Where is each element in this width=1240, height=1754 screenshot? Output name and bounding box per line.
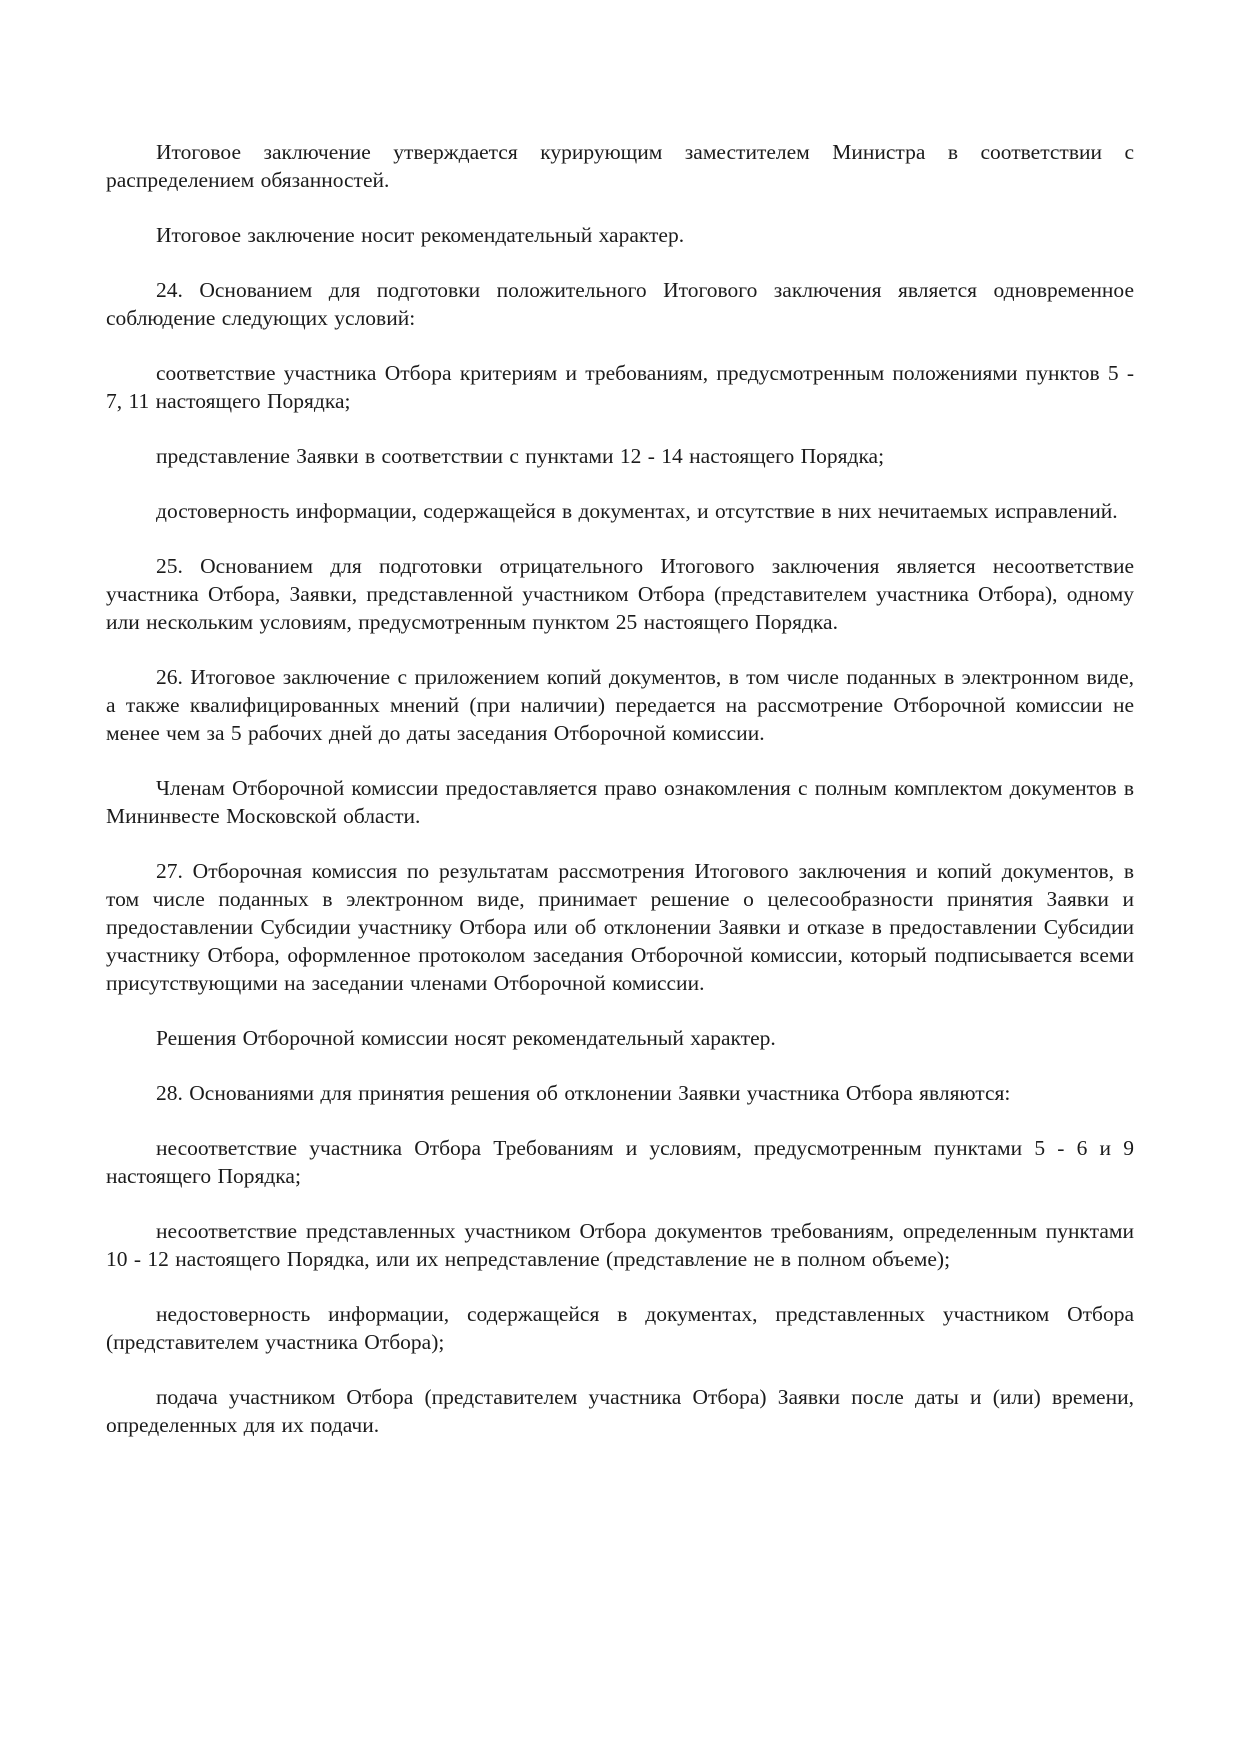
paragraph-item-24-condition-2: представление Заявки в соответствии с пунктами 12 - 14 настоящего Порядка; bbox=[156, 444, 885, 468]
paragraph-item-28: 28. Основаниями для принятия решения об отклонении Заявки участника Отбора являются: bbox=[156, 1081, 1011, 1105]
paragraph-item-24-condition-3: достоверность информации, содержащейся в документах, и отсутствие в них нечитаемых исправлений. bbox=[156, 499, 1118, 523]
paragraph-approval: Итоговое заключение утверждается курирующим заместителем Министра в соответствии с распределением обязанностей. bbox=[106, 140, 1134, 192]
paragraph-item-26: 26. Итоговое заключение с приложением копий документов, в том числе поданных в электронном виде, а также квалифицированных мнений (при наличии) передается на рассмотрение Отборочной комиссии не менее чем за 5 рабочих дней до даты заседания Отборочной комиссии. bbox=[106, 665, 1134, 745]
paragraph-item-28-reason-4: подача участником Отбора (представителем участника Отбора) Заявки после даты и (или) времени, определенных для их подачи. bbox=[106, 1385, 1134, 1437]
paragraph-advisory-nature: Итоговое заключение носит рекомендательный характер. bbox=[156, 223, 685, 247]
paragraph-item-27: 27. Отборочная комиссия по результатам рассмотрения Итогового заключения и копий документов, в том числе поданных в электронном виде, принимает решение о целесообразности принятия Заявки и предоставлении Субсидии участнику Отбора или об отклонении Заявки и отказе в предоставлении Субсидии участнику Отбора, оформленное протоколом заседания Отборочной комиссии, который подписывается всеми присутствующими на заседании членами Отборочной комиссии. bbox=[106, 859, 1134, 995]
paragraph-item-25: 25. Основанием для подготовки отрицательного Итогового заключения является несоответствие участника Отбора, Заявки, представленной участником Отбора (представителем участника Отбора), одному или нескольким условиям, предусмотренным пунктом 25 настоящего Порядка. bbox=[106, 554, 1134, 634]
paragraph-item-28-reason-3: недостоверность информации, содержащейся в документах, представленных участником Отбора (представителем участника Отбора); bbox=[106, 1302, 1134, 1354]
paragraph-item-28-reason-2: несоответствие представленных участником Отбора документов требованиям, определенным пунктами 10 - 12 настоящего Порядка, или их непредставление (представление не в полном объеме); bbox=[106, 1219, 1134, 1271]
paragraph-commission-decisions: Решения Отборочной комиссии носят рекомендательный характер. bbox=[156, 1026, 776, 1050]
paragraph-commission-access: Членам Отборочной комиссии предоставляется право ознакомления с полным комплектом документов в Мининвесте Московской области. bbox=[106, 776, 1134, 828]
paragraph-item-28-reason-1: несоответствие участника Отбора Требованиям и условиям, предусмотренным пунктами 5 - 6 и 9 настоящего Порядка; bbox=[106, 1136, 1134, 1188]
paragraph-item-24-condition-1: соответствие участника Отбора критериям и требованиям, предусмотренным положениями пунктов 5 - 7, 11 настоящего Порядка; bbox=[106, 361, 1134, 413]
paragraph-item-24: 24. Основанием для подготовки положительного Итогового заключения является одновременное соблюдение следующих условий: bbox=[106, 278, 1134, 330]
document-body bbox=[106, 138, 1134, 1439]
